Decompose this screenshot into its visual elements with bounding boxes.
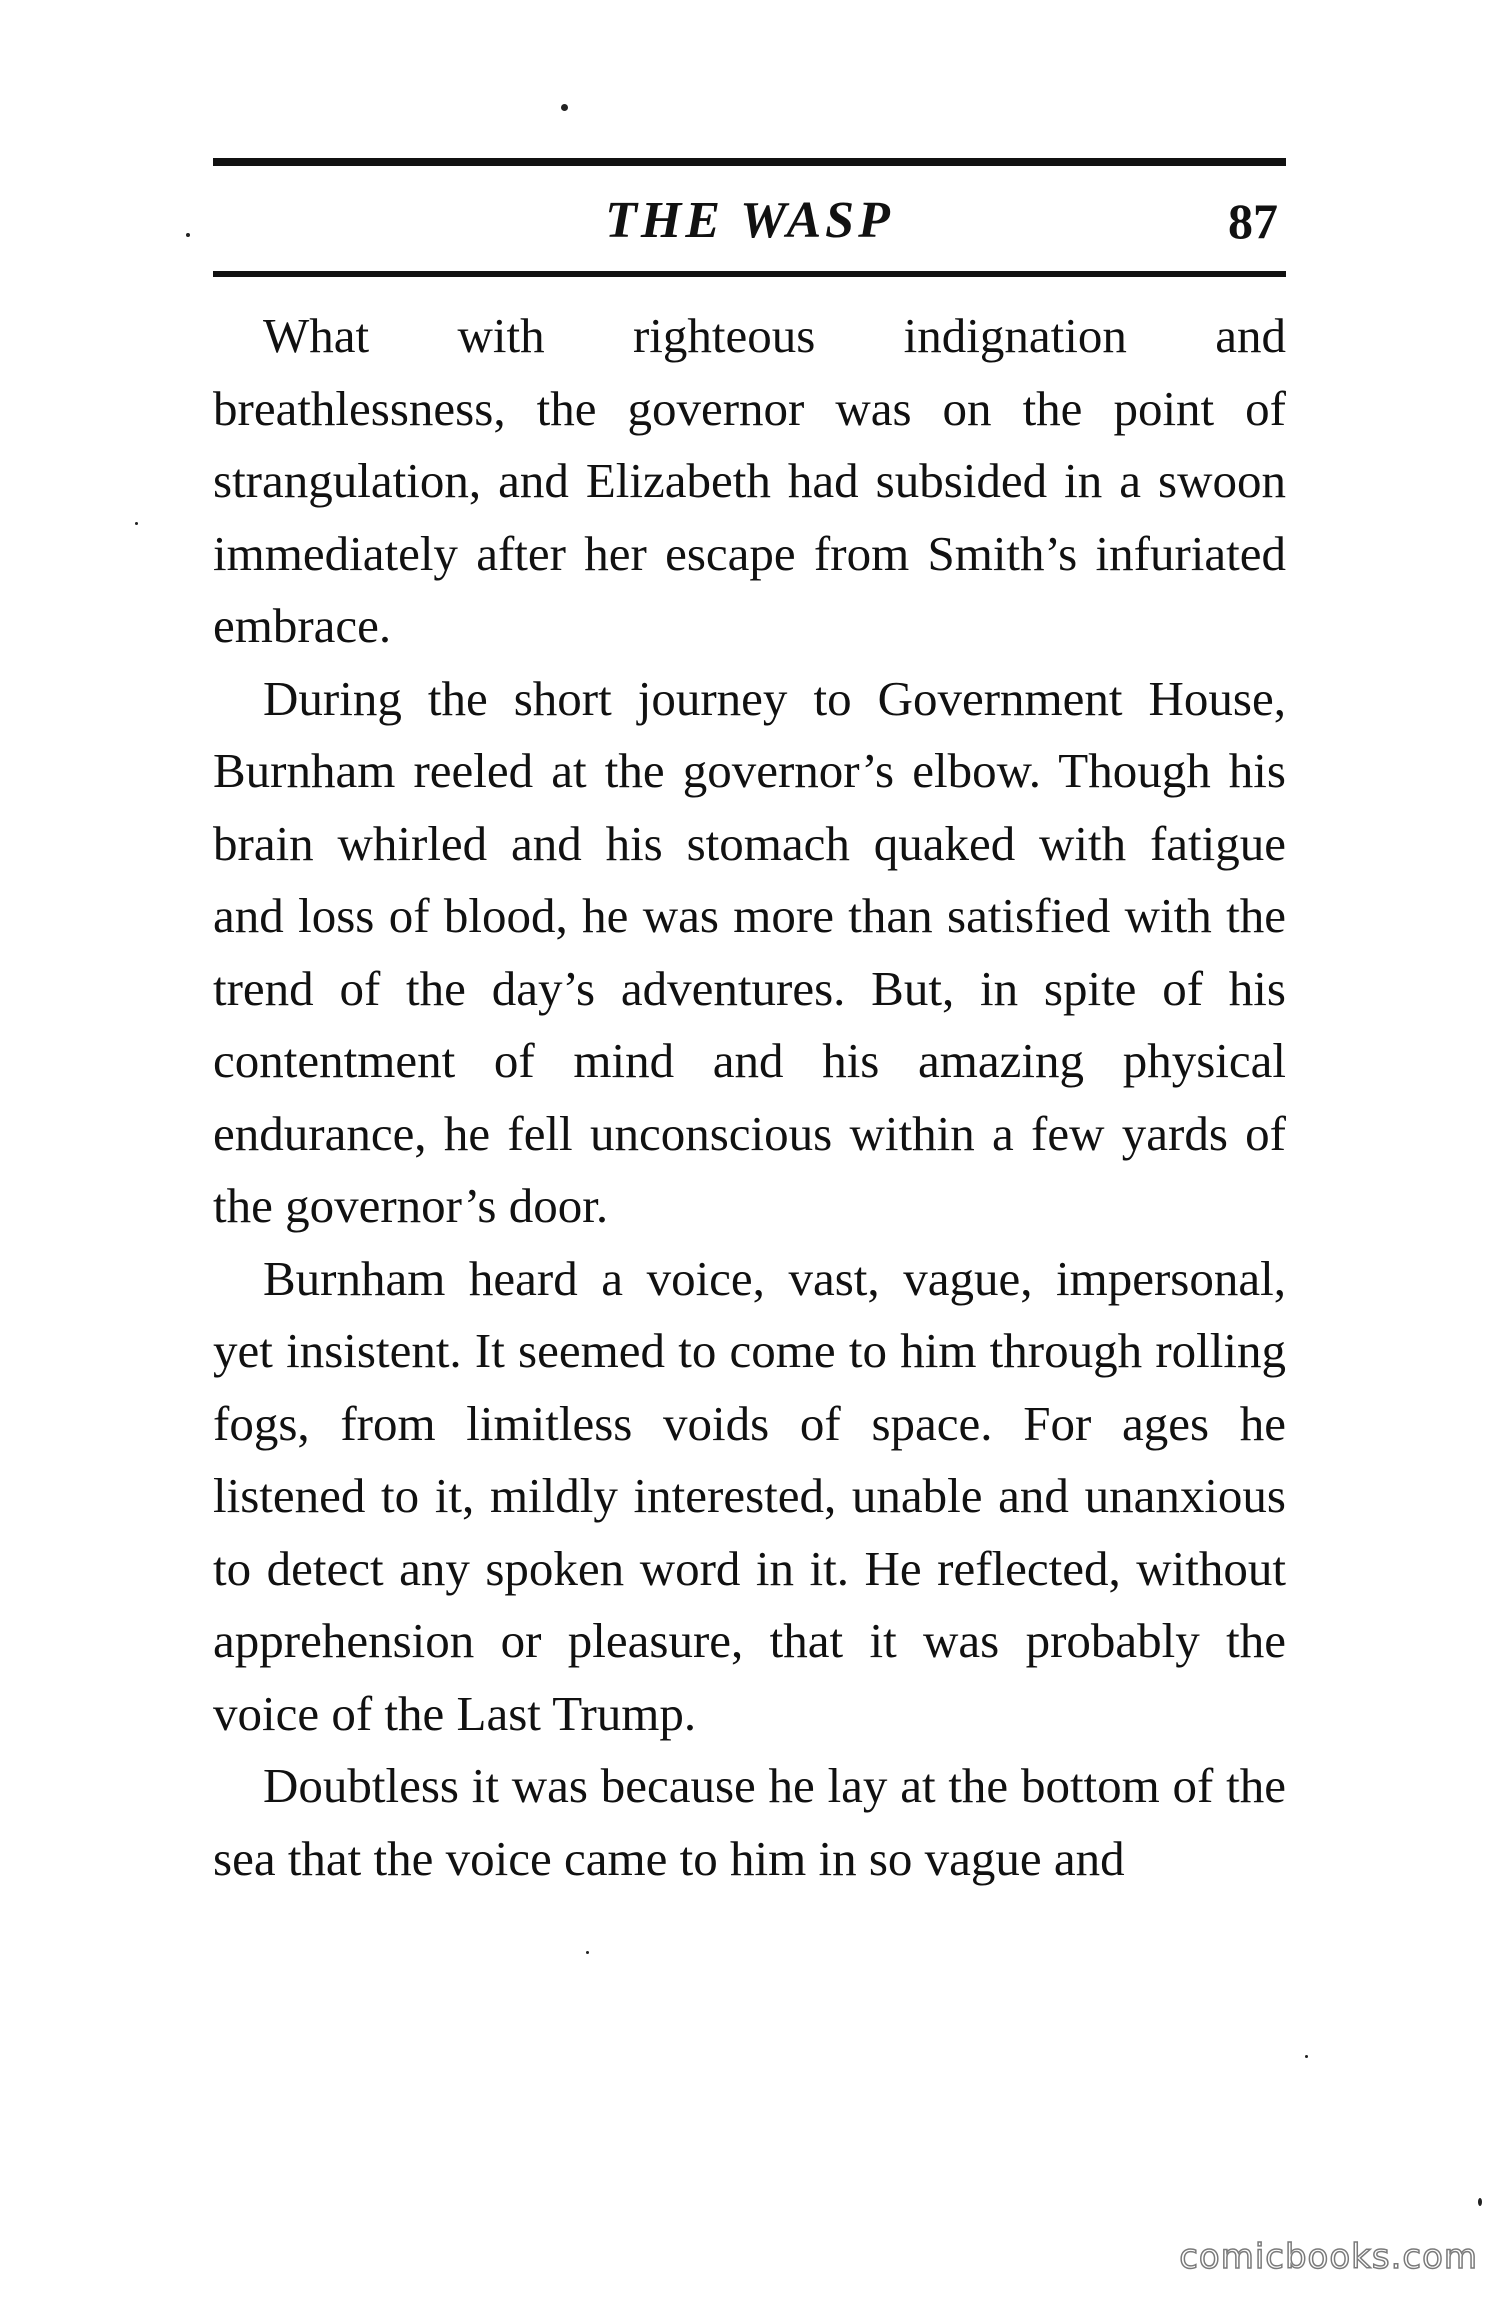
page-number: 87 xyxy=(1228,193,1278,249)
paragraph: What with righteous indignation and breathlessness, the governor was on the point of strangulation, and Elizabeth had subsided in a swoon immediately after her escape from Smith’s infuriated embrace. xyxy=(213,308,1286,653)
ink-speck xyxy=(186,233,190,237)
running-header xyxy=(213,186,1286,256)
paragraph: Burnham heard a voice, vast, vague, impersonal, yet insistent. It seemed to come to him through rolling fogs, from limitless voids of space. For ages he listened to it, mildly interested, unable and unanxious to detect any spoken word in it. He reflected, without apprehension or pleasure, that it was probably the voice of the Last Trump. xyxy=(213,1250,1286,1741)
ink-speck xyxy=(1305,2055,1308,2058)
ink-speck xyxy=(135,522,138,525)
body-text xyxy=(213,300,1286,1895)
paragraph: During the short journey to Government House, Burnham reeled at the governor’s elbow. Though his brain whirled and his stomach quaked with fatigue and loss of blood, he was more than satisfied with the trend of the day’s adventures. But, in spite of his contentment of mind and his amazing physical endurance, he fell unconscious within a few yards of the governor’s door. xyxy=(213,670,1286,1233)
paragraph: Doubtless it was because he lay at the bottom of the sea that the voice came to him in so vague and xyxy=(213,1758,1286,1886)
header-rule-bottom xyxy=(213,271,1286,277)
header-rule-top xyxy=(213,158,1286,166)
watermark: comicbooks.com xyxy=(1179,2237,1478,2277)
ink-speck xyxy=(1478,2198,1482,2206)
running-title: THE WASP xyxy=(605,192,894,249)
ink-speck xyxy=(586,1951,589,1954)
ink-speck xyxy=(561,104,568,111)
